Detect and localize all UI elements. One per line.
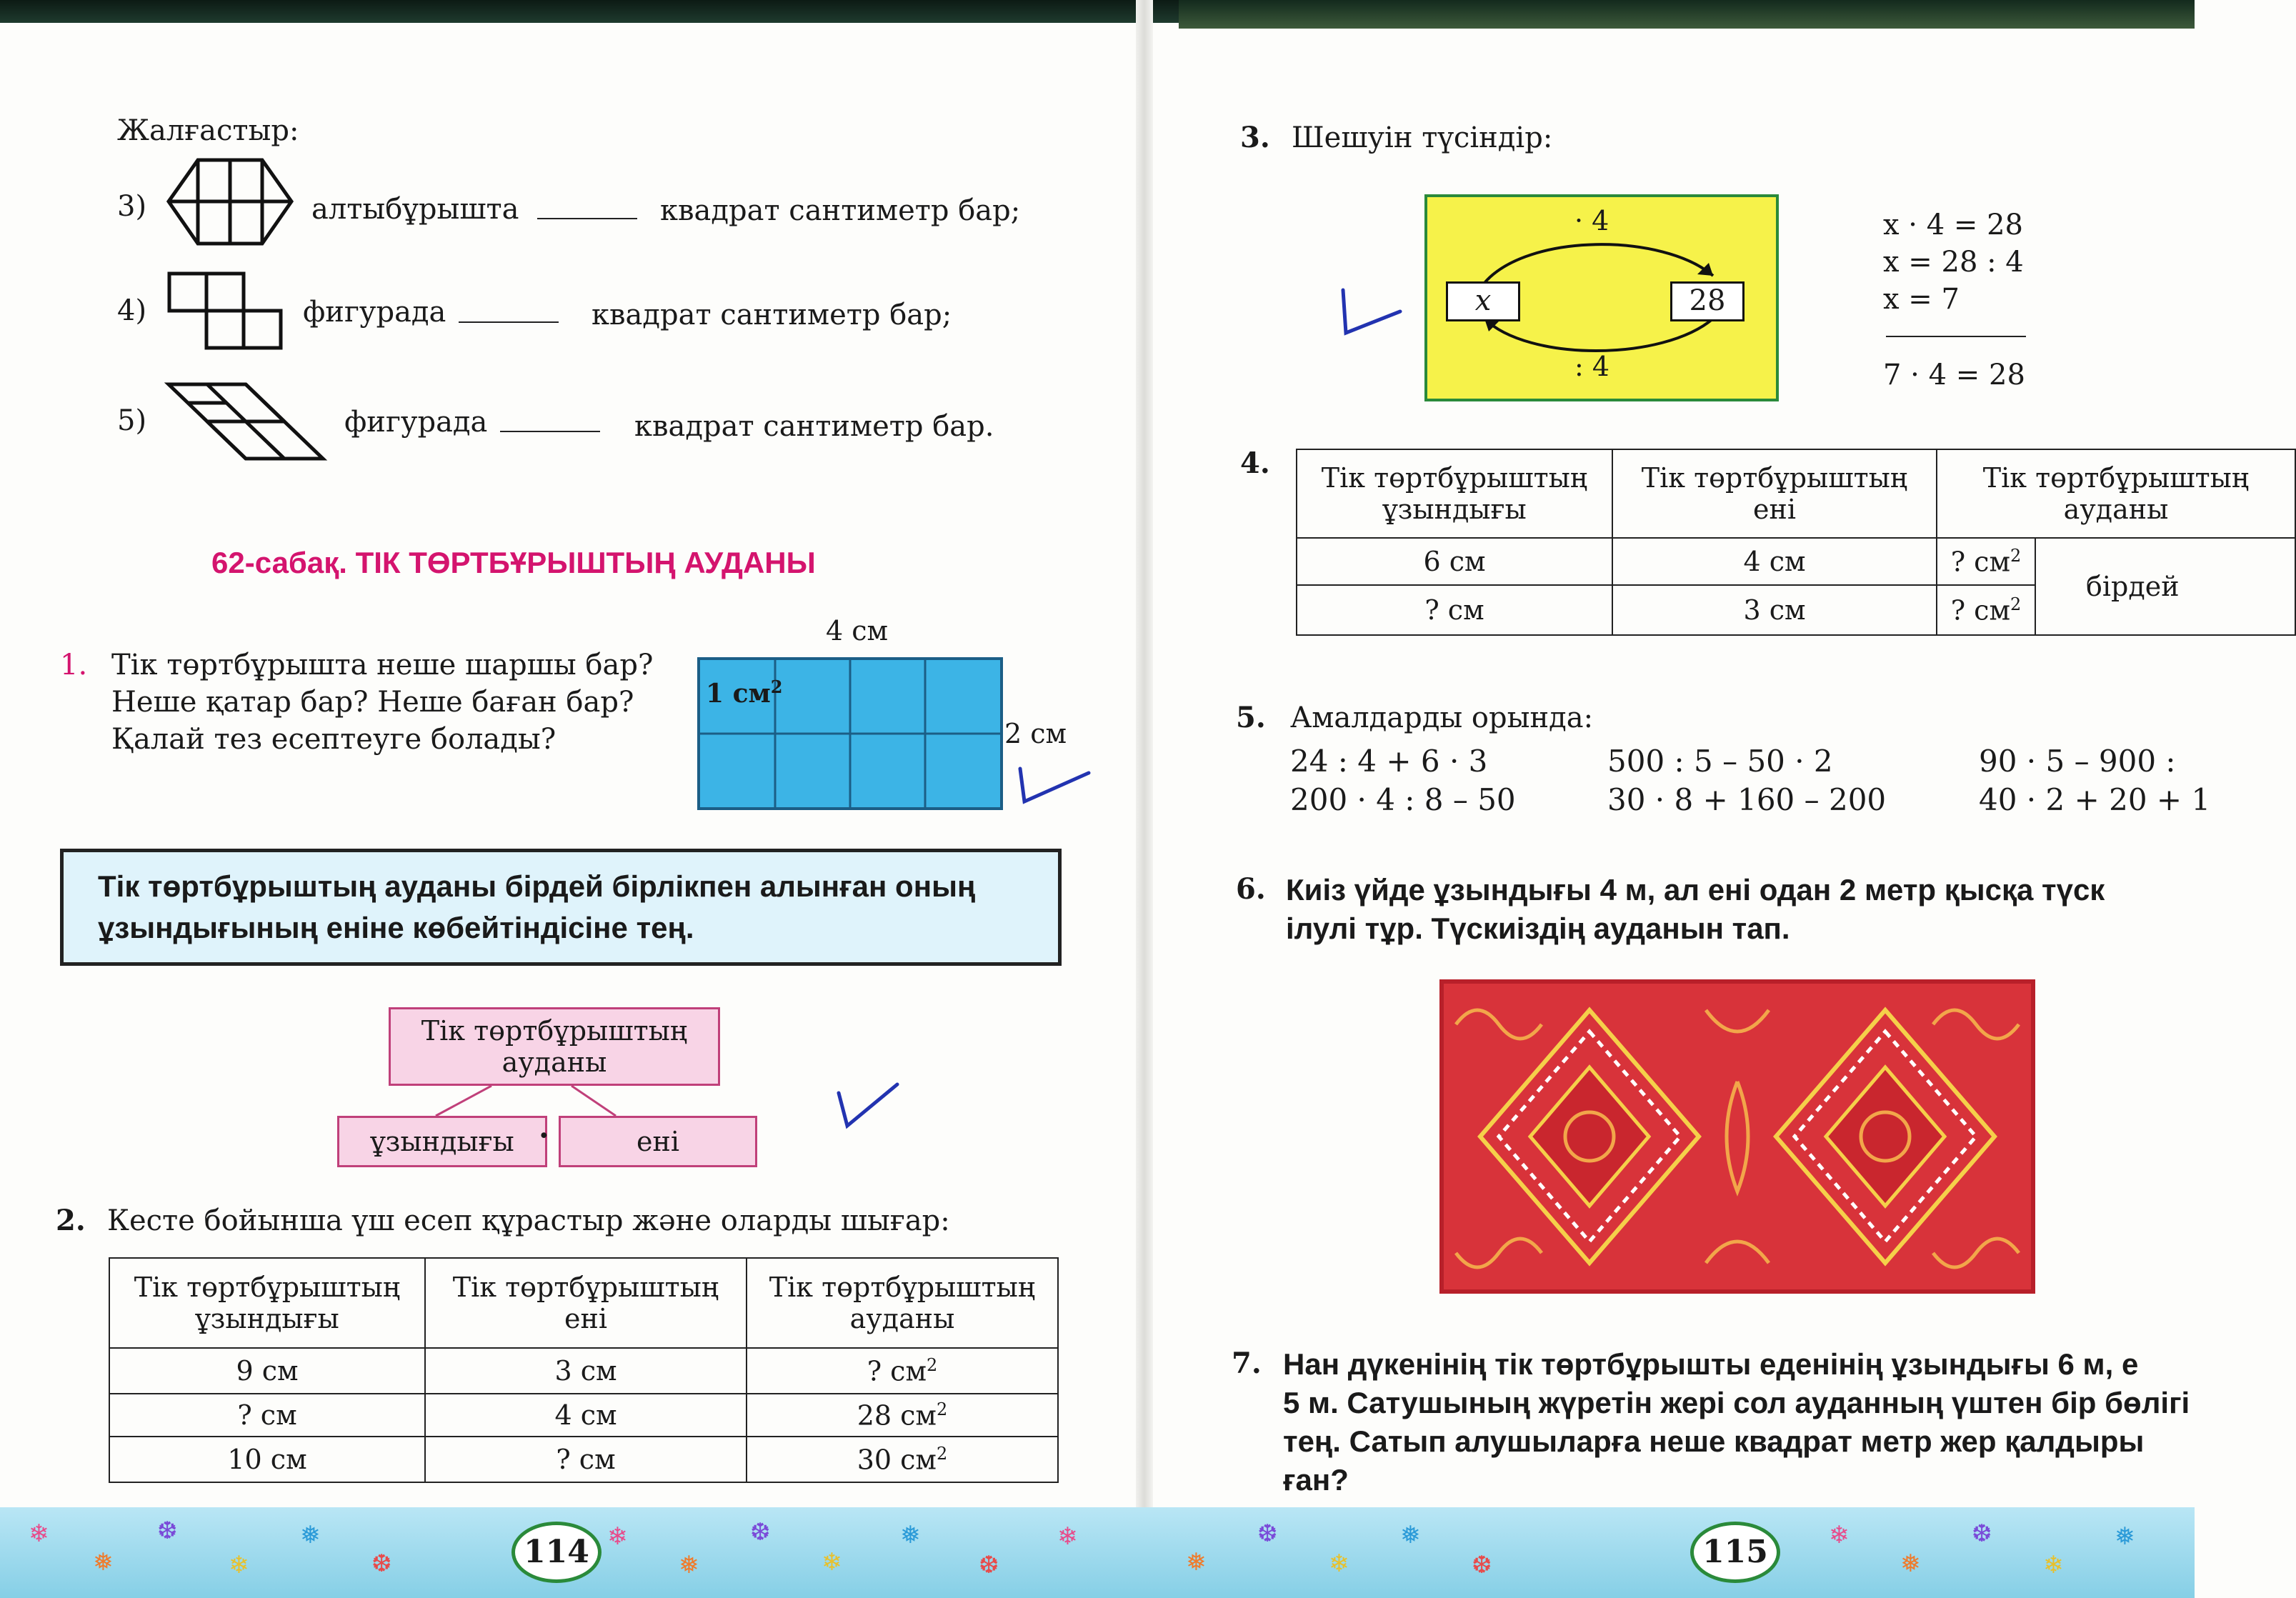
snowflake-icon: ❆ (1257, 1519, 1278, 1548)
page-number: 114 (511, 1522, 602, 1583)
table-cell: 10 см (109, 1437, 425, 1482)
parallelogram-figure (166, 381, 326, 461)
table-cell: 28 $см^2$ (747, 1394, 1058, 1437)
table-header: Тік төртбұрыштың ауданы (1937, 449, 2295, 538)
expression: 24 : 4 + 6 · 3 (1290, 744, 1488, 779)
inverse-op-diagram (1424, 194, 1779, 401)
book-gutter (1136, 0, 1153, 1598)
task-number: 4. (1240, 446, 1270, 480)
table-header: Тік төртбұрыштың ұзындығы (109, 1258, 425, 1348)
top-edge-right (1179, 0, 2195, 29)
table-cell: ? $см^2$ (1937, 538, 2035, 585)
inverse-op-label: : 4 (1574, 351, 1610, 382)
task-number: 5. (1236, 701, 1266, 734)
width-label: 4 см (826, 615, 889, 646)
item-text-after: квадрат сантиметр бар; (592, 299, 952, 331)
felt-carpet-image (1442, 982, 2033, 1292)
table-cell: 3 см (1612, 585, 1937, 635)
snowflake-icon: ❅ (300, 1521, 321, 1549)
expression: 90 · 5 – 900 : (1979, 744, 2176, 779)
snowflake-icon: ❆ (979, 1551, 999, 1579)
snowflake-icon: ❅ (1900, 1549, 1921, 1578)
grid-shape-figure (167, 271, 289, 351)
snowflake-icon: ❆ (750, 1518, 771, 1547)
task4-table-clip (1296, 449, 2250, 643)
task1-line: Тік төртбұрышта неше шаршы бар? (111, 649, 654, 681)
table-header: Тік төртбұрыштың ұзындығы (1297, 449, 1612, 538)
table-header: Тік төртбұрыштың ені (425, 1258, 747, 1348)
rule-line: ұзындығының еніне көбейтіндісіне тең. (98, 911, 694, 944)
merged-cell: бірдей (2035, 538, 2295, 635)
task1-line: Неше қатар бар? Неше баған бар? (111, 686, 634, 719)
snowflake-icon: ❄ (1329, 1549, 1349, 1578)
table-cell: ? см (109, 1394, 425, 1437)
expression: 40 · 2 + 20 + 1 (1979, 782, 2211, 817)
snowflake-icon: ❄ (2043, 1551, 2064, 1579)
table-cell: ? см (425, 1437, 747, 1482)
item-number: 5) (117, 404, 147, 437)
table-cell: 4 см (425, 1394, 747, 1437)
task7-line: тең. Сатып алушыларға неше квадрат метр жер қалдыры (1283, 1424, 2145, 1458)
result-box: 28 (1670, 281, 1745, 321)
answer-blank (500, 431, 600, 432)
task3-text: Шешуін түсіндір: (1292, 121, 1553, 154)
item-text-before: фигурада (344, 406, 488, 439)
table-row (109, 1437, 1058, 1482)
length-box: ұзындығы (337, 1116, 547, 1167)
item-number: 3) (117, 190, 147, 223)
checkmark-icon (1014, 761, 1093, 809)
task-number: 7. (1232, 1347, 1262, 1380)
table-row (1297, 538, 2295, 585)
task6-clip (1286, 873, 2195, 959)
expression: 30 · 8 + 160 – 200 (1607, 782, 1887, 817)
snowflake-icon: ❆ (1472, 1551, 1492, 1579)
expression: 200 · 4 : 8 – 50 (1290, 782, 1516, 817)
multiply-dot: · (539, 1118, 549, 1153)
expression: 500 : 5 – 50 · 2 (1607, 744, 1833, 779)
item-number: 4) (117, 294, 147, 327)
task4-table (1296, 449, 2296, 636)
task7-clip (1283, 1347, 2195, 1504)
table-cell: 3 см (425, 1348, 747, 1394)
task-number: 3. (1240, 121, 1270, 154)
snowflake-icon: ❄ (1057, 1522, 1078, 1551)
width-box: ені (559, 1116, 757, 1167)
task7-line: ған? (1283, 1463, 1349, 1497)
task7-line: Нан дүкенінің тік төртбұрышты еденінің ұзындығы 6 м, е (1283, 1347, 2139, 1381)
task5-text: Амалдарды орында: (1290, 701, 1594, 734)
unknown-box: x (1446, 281, 1520, 321)
snowflake-icon: ❄ (1829, 1521, 1850, 1549)
rule-box (60, 849, 1062, 966)
solution-line: x = 7 (1883, 283, 1960, 316)
task2-text: Кесте бойынша үш есеп құрастыр және оларды шығар: (107, 1204, 950, 1237)
answer-blank (537, 218, 637, 219)
task1-line: Қалай тез есептеуге болады? (111, 723, 556, 756)
table-header: Тік төртбұрыштың ауданы (747, 1258, 1058, 1348)
rule-line: Тік төртбұрыштың ауданы бірдей бірлікпен алынған оның (98, 869, 976, 903)
height-label: 2 см (1004, 718, 1067, 749)
task2-table (109, 1257, 1059, 1483)
item-text-before: алтыбұрышта (311, 193, 519, 226)
snowflake-icon: ❆ (157, 1517, 178, 1545)
divider (1886, 336, 2026, 337)
solution-line: x = 28 : 4 (1883, 246, 2024, 279)
snowflake-icon: ❄ (607, 1522, 628, 1551)
area-box-line: Тік төртбұрыштың (421, 1015, 688, 1047)
forward-op-label: · 4 (1574, 205, 1609, 236)
snowflake-icon: ❅ (1400, 1521, 1421, 1549)
item-text-before: фигурада (303, 296, 446, 329)
table-cell: ? см (1297, 585, 1612, 635)
snowflake-icon: ❅ (1186, 1548, 1207, 1577)
snowflake-icon: ❅ (93, 1548, 114, 1577)
snowflake-footer (0, 1507, 2195, 1598)
snowflake-icon: ❆ (371, 1549, 392, 1578)
unit-cell-label: 1 $см^2$ (706, 676, 783, 709)
snowflake-icon: ❄ (229, 1551, 249, 1579)
check-line: 7 · 4 = 28 (1883, 359, 2025, 391)
task7-line: 5 м. Сатушының жүретін жері сол ауданның үштен бір бөлігі (1283, 1386, 2190, 1419)
table-header: Тік төртбұрыштың ені (1612, 449, 1937, 538)
table-cell: ? $см^2$ (1937, 585, 2035, 635)
task6-line: ілулі тұр. Түскиіздің ауданын тап. (1286, 912, 1790, 945)
table-cell: ? $см^2$ (747, 1348, 1058, 1394)
table-cell: 30 $см^2$ (747, 1437, 1058, 1482)
hexagon-figure (166, 157, 294, 246)
snowflake-icon: ❅ (900, 1521, 921, 1549)
table-cell: 4 см (1612, 538, 1937, 585)
task6-line: Киіз үйде ұзындығы 4 м, ал ені одан 2 метр қысқа түск (1286, 873, 2105, 907)
table-cell: 6 см (1297, 538, 1612, 585)
page-number: 115 (1690, 1522, 1780, 1583)
task-number: 6. (1236, 872, 1266, 906)
table-cell: 9 см (109, 1348, 425, 1394)
continue-label: Жалғастыр: (117, 114, 299, 147)
table-row (109, 1394, 1058, 1437)
area-box (389, 1007, 720, 1086)
checkmark-icon (833, 1079, 902, 1133)
area-grid (697, 657, 1003, 810)
item-text-after: квадрат сантиметр бар. (634, 410, 994, 443)
snowflake-icon: ❆ (1972, 1519, 1992, 1548)
expression-clip (1979, 744, 2211, 827)
snowflake-icon: ❅ (679, 1551, 699, 1579)
table-row (109, 1348, 1058, 1394)
snowflake-icon: ❄ (29, 1519, 49, 1548)
task-number: 1. (60, 649, 88, 681)
lesson-title: 62-сабақ. ТІК ТӨРТБҰРЫШТЫҢ АУДАНЫ (211, 546, 816, 579)
snowflake-icon: ❄ (822, 1548, 842, 1577)
solution-line: x · 4 = 28 (1883, 209, 2023, 241)
answer-blank (459, 321, 559, 323)
checkmark-icon (1336, 280, 1407, 340)
area-box-line: ауданы (501, 1047, 607, 1078)
task-number: 2. (56, 1204, 86, 1237)
snowflake-icon: ❅ (2115, 1522, 2135, 1551)
item-text-after: квадрат сантиметр бар; (660, 194, 1021, 227)
